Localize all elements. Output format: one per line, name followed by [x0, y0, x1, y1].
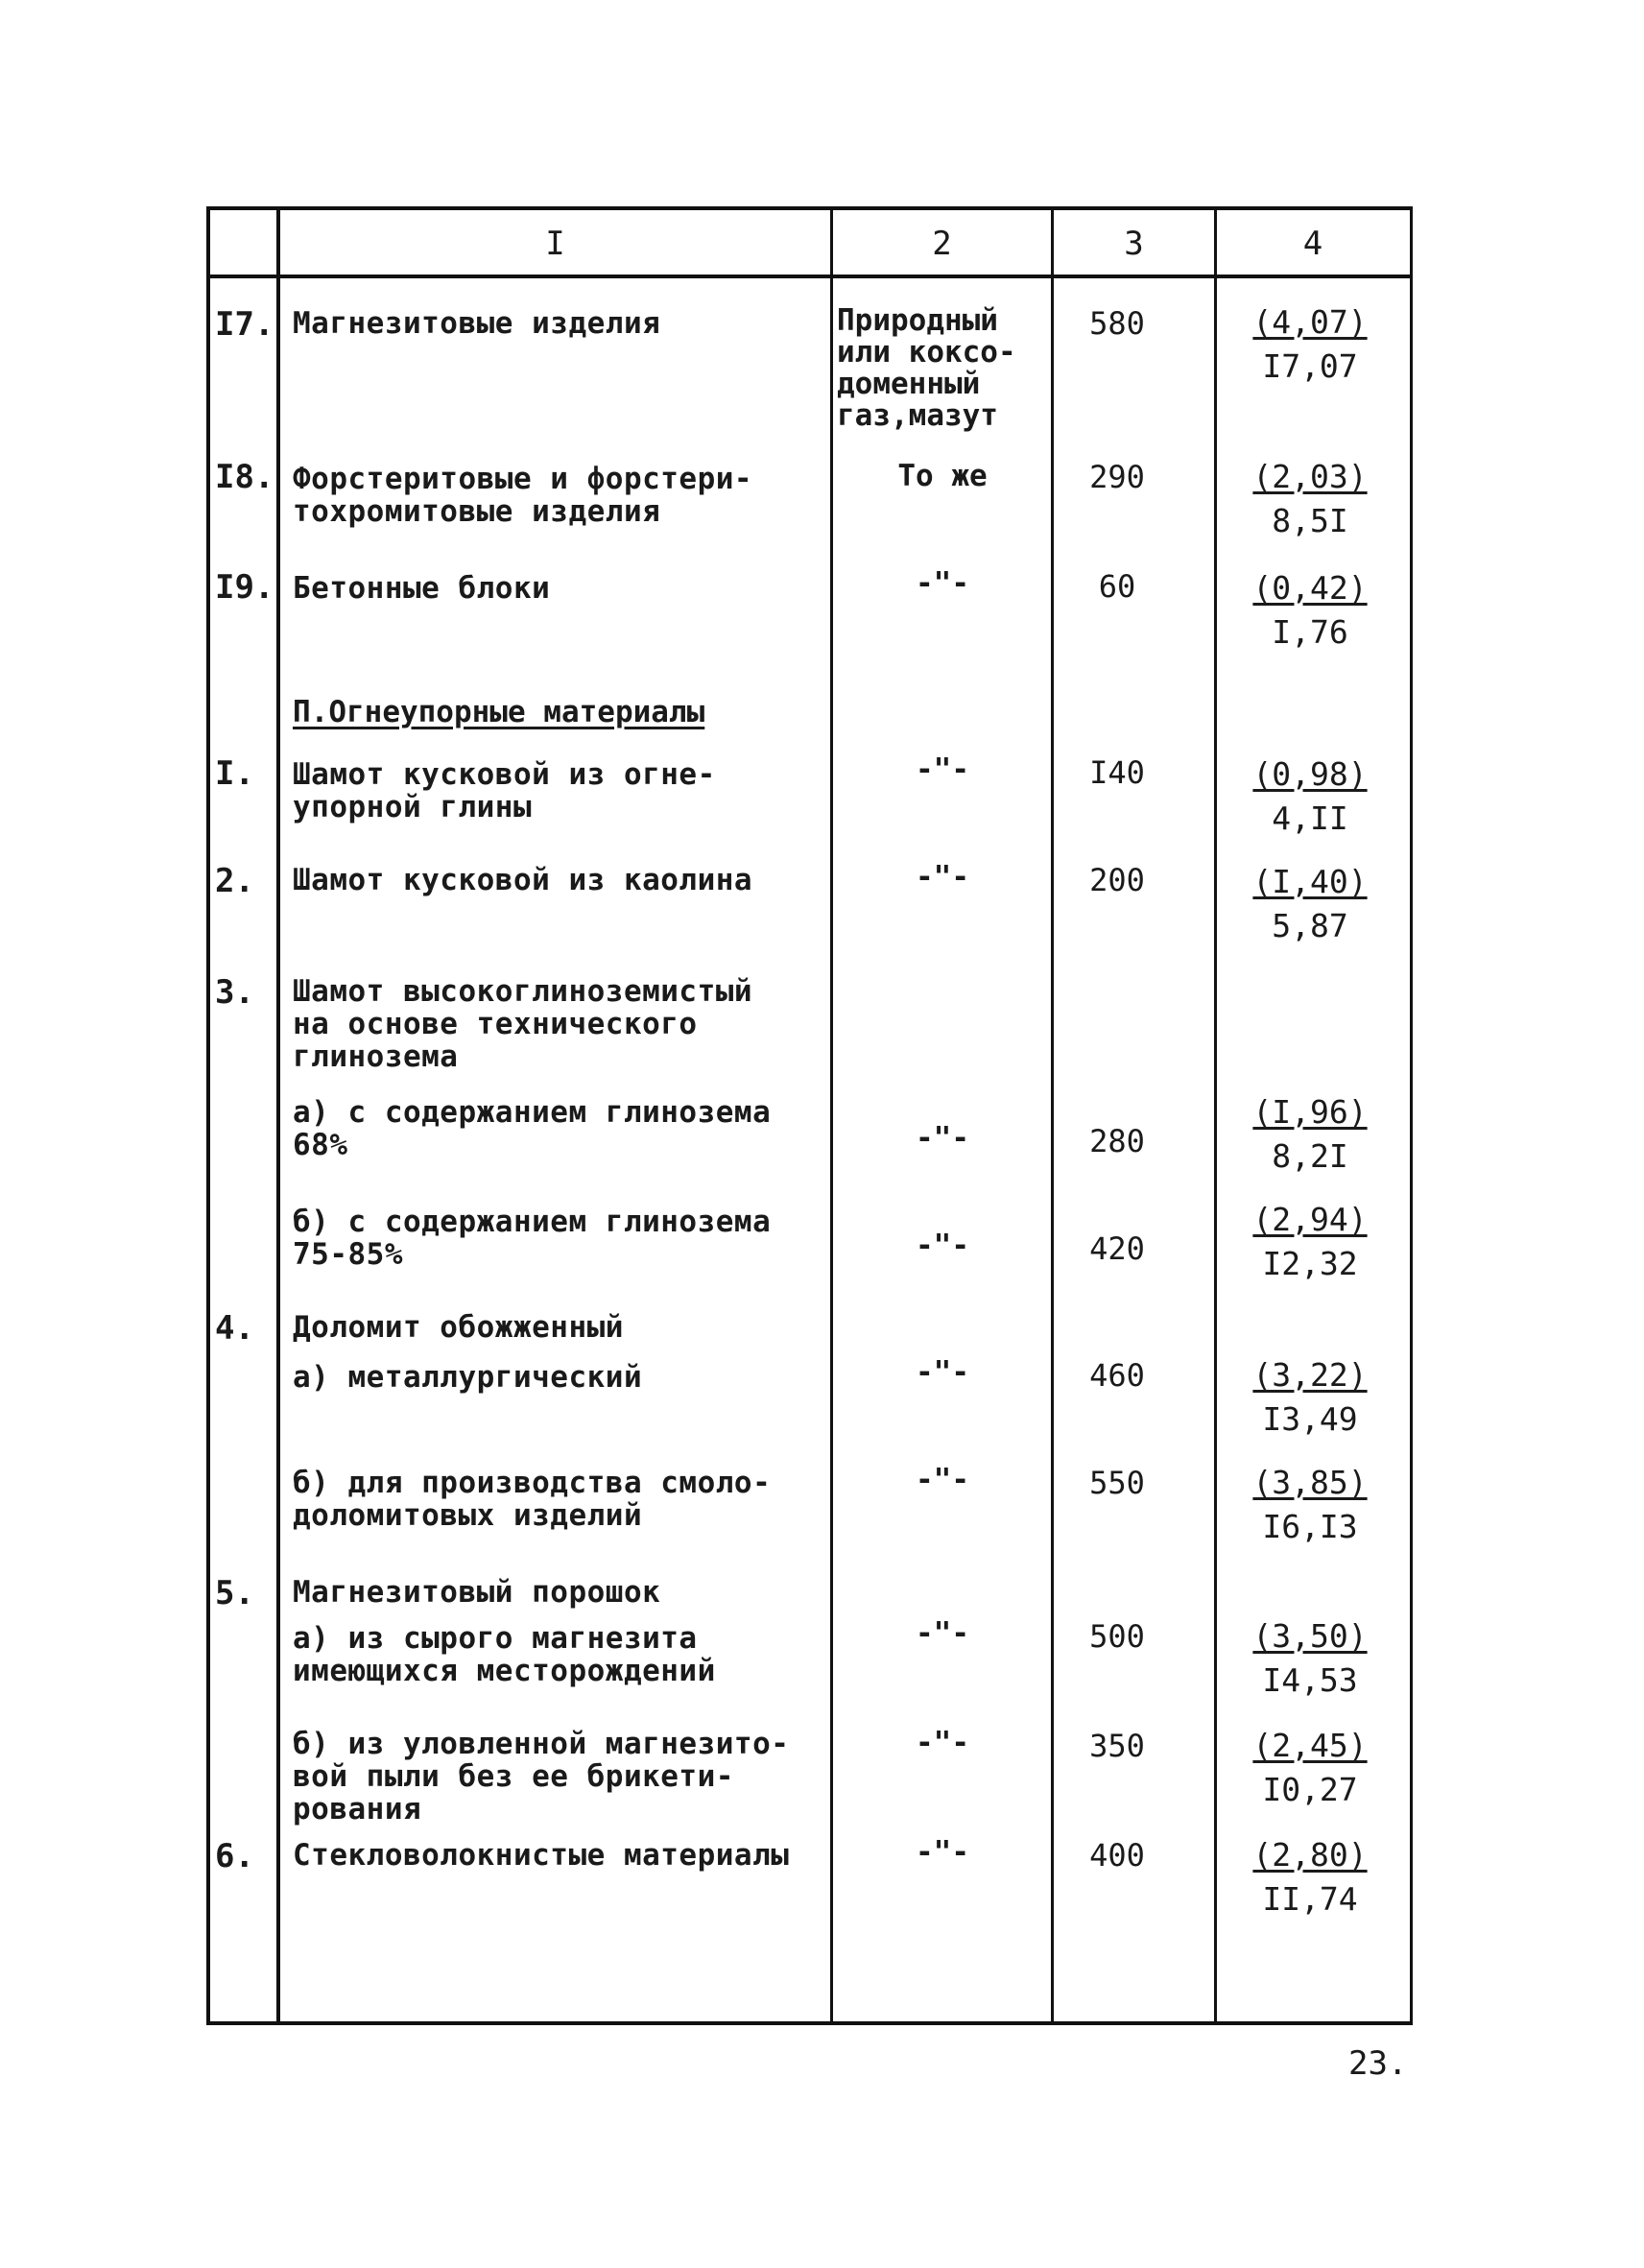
- fuel-type: -"-: [916, 1229, 969, 1263]
- fuel-type: -"-: [916, 860, 969, 895]
- fuel-type: -"-: [916, 1835, 969, 1870]
- value-pair: [1238, 566, 1382, 655]
- cost-value: I40: [1089, 754, 1145, 791]
- column-divider: [1051, 206, 1054, 2025]
- value-bottom: I6,I3: [1262, 1508, 1358, 1545]
- value-bottom: 8,2I: [1272, 1137, 1348, 1175]
- row-number: 6.: [215, 1837, 254, 1875]
- material-subitem: а) с содержанием глинозема 68%: [293, 1095, 772, 1162]
- material-subitem: а) металлургический: [293, 1360, 643, 1395]
- value-pair: [1238, 1198, 1382, 1286]
- value-bottom: I,76: [1272, 613, 1348, 651]
- material-name: Магнезитовые изделия: [293, 306, 661, 341]
- value-top: (I,40): [1252, 863, 1368, 900]
- cost-value: 400: [1089, 1837, 1145, 1874]
- value-top: (0,98): [1252, 755, 1368, 793]
- value-top: (0,42): [1252, 569, 1368, 607]
- row-number: I.: [215, 754, 254, 793]
- value-bottom: I2,32: [1262, 1245, 1358, 1282]
- value-top: (2,94): [1252, 1201, 1368, 1238]
- value-pair: [1238, 1614, 1382, 1703]
- value-top: (4,07): [1252, 303, 1368, 341]
- cost-value: 460: [1089, 1357, 1145, 1394]
- value-pair: [1238, 1724, 1382, 1812]
- row-number: 4.: [215, 1309, 254, 1348]
- fuel-type: -"-: [916, 1463, 969, 1497]
- header-divider: [206, 275, 1413, 278]
- row-number: 2.: [215, 862, 254, 900]
- material-name: Шамот кусковой из каолина: [293, 863, 753, 897]
- fuel-type: Природный или коксо- доменный газ,мазут: [837, 303, 1016, 433]
- value-bottom: 4,II: [1272, 800, 1348, 837]
- section-title: П.Огнеупорные материалы: [293, 695, 705, 729]
- value-pair: [1238, 1353, 1382, 1442]
- fuel-type: -"-: [916, 752, 969, 787]
- material-subitem: а) из сырого магнезита имеющихся месторождений: [293, 1621, 716, 1688]
- column-header-2: 2: [932, 225, 952, 263]
- value-bottom: II,74: [1262, 1880, 1358, 1918]
- cost-value: 350: [1089, 1728, 1145, 1764]
- material-name: Магнезитовый порошок: [293, 1575, 661, 1610]
- page-number: 23.: [1348, 2044, 1408, 2083]
- fuel-type: -"-: [916, 1355, 969, 1390]
- cost-value: 280: [1089, 1123, 1145, 1159]
- column-divider: [276, 206, 280, 2025]
- value-bottom: I4,53: [1262, 1661, 1358, 1699]
- material-subitem: б) для производства смоло- доломитовых изделий: [293, 1466, 772, 1533]
- value-pair: [1238, 300, 1382, 389]
- column-divider: [830, 206, 833, 2025]
- material-subitem: б) с содержанием глинозема 75-85%: [293, 1205, 772, 1272]
- value-bottom: I0,27: [1262, 1771, 1358, 1808]
- material-name: Бетонные блоки: [293, 571, 551, 606]
- value-pair: [1238, 1090, 1382, 1179]
- value-bottom: 5,87: [1272, 907, 1348, 944]
- value-pair: [1238, 455, 1382, 543]
- cost-value: 290: [1089, 459, 1145, 495]
- value-pair: [1238, 752, 1382, 841]
- cost-value: 200: [1089, 862, 1145, 898]
- material-name: Стекловолокнистые материалы: [293, 1838, 790, 1873]
- fuel-type: -"-: [916, 1121, 969, 1156]
- material-subitem: б) из уловленной магнезито- вой пыли без ее брикети- рования: [293, 1727, 790, 1826]
- fuel-type: -"-: [916, 566, 969, 601]
- value-top: (3,22): [1252, 1356, 1368, 1394]
- column-header-4: 4: [1302, 225, 1323, 263]
- cost-value: 500: [1089, 1618, 1145, 1655]
- value-pair: [1238, 860, 1382, 948]
- column-header-3: 3: [1124, 225, 1144, 263]
- material-name: Доломит обожженный: [293, 1310, 624, 1345]
- value-bottom: I3,49: [1262, 1400, 1358, 1438]
- value-pair: [1238, 1461, 1382, 1549]
- fuel-type: -"-: [916, 1726, 969, 1760]
- material-name: Шамот высокоглиноземистый на основе технического глинозема: [293, 974, 753, 1074]
- value-bottom: 8,5I: [1272, 502, 1348, 539]
- fuel-type: То же: [897, 459, 988, 493]
- cost-value: 580: [1089, 305, 1145, 342]
- column-header-1: I: [545, 225, 565, 263]
- value-bottom: I7,07: [1262, 347, 1358, 385]
- row-number: I8.: [215, 458, 274, 496]
- value-top: (3,85): [1252, 1464, 1368, 1501]
- column-divider: [1214, 206, 1217, 2025]
- material-name: Форстеритовые и форстери- тохромитовые изделия: [293, 462, 753, 529]
- value-top: (2,03): [1252, 458, 1368, 495]
- row-number: I7.: [215, 305, 274, 344]
- row-number: I9.: [215, 568, 274, 607]
- row-number: 5.: [215, 1574, 254, 1612]
- value-top: (2,80): [1252, 1836, 1368, 1874]
- cost-value: 60: [1098, 568, 1136, 605]
- cost-value: 420: [1089, 1230, 1145, 1267]
- cost-value: 550: [1089, 1465, 1145, 1501]
- fuel-type: -"-: [916, 1616, 969, 1651]
- value-top: (2,45): [1252, 1727, 1368, 1764]
- value-pair: [1238, 1833, 1382, 1922]
- row-number: 3.: [215, 973, 254, 1012]
- value-top: (3,50): [1252, 1617, 1368, 1655]
- value-top: (I,96): [1252, 1093, 1368, 1131]
- material-name: Шамот кусковой из огне- упорной глины: [293, 757, 716, 824]
